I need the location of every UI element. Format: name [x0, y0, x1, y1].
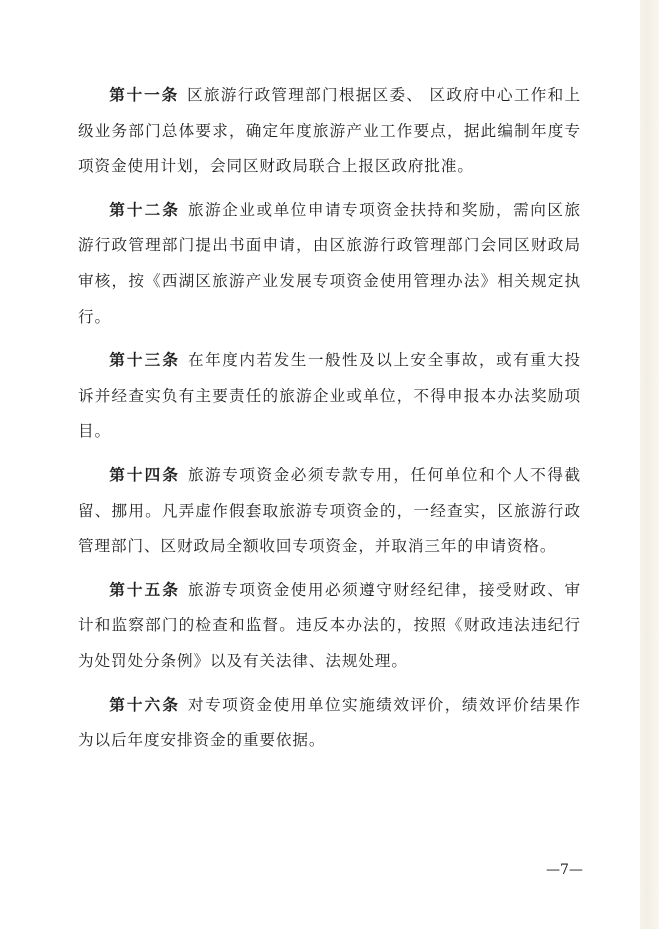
document-content: [78, 78, 581, 767]
page-edge: [640, 0, 659, 929]
article-body: 在年度内若发生一般性及以上安全事故，或有重大投诉并经查实负有主要责任的旅游企业或单位，不得申报本办法奖励项目。: [78, 351, 581, 441]
article-16: [78, 688, 581, 759]
article-15: [78, 573, 581, 680]
article-11: [78, 78, 581, 185]
article-body: 区旅游行政管理部门根据区委、 区政府中心工作和上级业务部门总体要求，确定年度旅游产业工作要点，据此编制年度专项资金使用计划，会同区财政局联合上报区政府批准。: [78, 86, 581, 176]
article-title: 第十二条: [109, 200, 181, 219]
page-number: —7—: [546, 862, 583, 878]
article-body: 旅游企业或单位申请专项资金扶持和奖励，需向区旅游行政管理部门提出书面申请，由区旅游行政管理部门会同区财政局审核，按《西湖区旅游产业发展专项资金使用管理办法》相关规定执行。: [78, 200, 581, 326]
article-title: 第十四条: [109, 465, 181, 484]
article-body: 对专项资金使用单位实施绩效评价，绩效评价结果作为以后年度安排资金的重要依据。: [78, 695, 581, 750]
article-body: 旅游专项资金必须专款专用，任何单位和个人不得截留、挪用。凡弄虚作假套取旅游专项资金的，一经查实，区旅游行政管理部门、区财政局全额收回专项资金，并取消三年的申请资格。: [78, 465, 581, 556]
article-14: [78, 458, 581, 565]
article-title: 第十五条: [109, 580, 181, 599]
article-title: 第十一条: [109, 86, 180, 104]
article-12: [78, 193, 581, 335]
article-body: 旅游专项资金使用必须遵守财经纪律，接受财政、审计和监察部门的检查和监督。违反本办法的，按照《财政违法违纪行为处罚处分条例》以及有关法律、法规处理。: [78, 580, 581, 670]
article-title: 第十六条: [109, 695, 181, 714]
article-title: 第十三条: [109, 351, 181, 370]
article-13: [78, 343, 581, 450]
